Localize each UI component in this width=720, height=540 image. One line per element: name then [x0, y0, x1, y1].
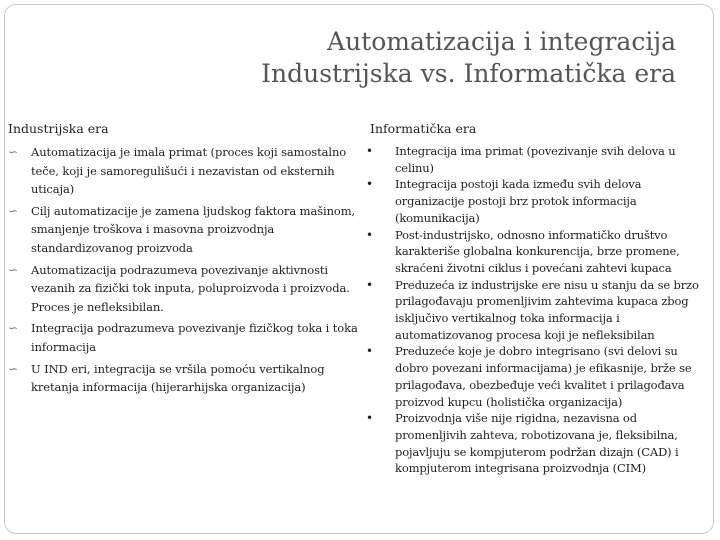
title-line-1: Automatizacija i integracija	[327, 27, 676, 56]
list-item-text: Post-industrijsko, odnosno informatičko društvo karakteriše globalna konkurencija, brze promene, skraćeni životni ciklus i povećani zahtevi kupaca	[395, 227, 680, 275]
title-line-2: Industrijska vs. Informatička era	[261, 59, 676, 88]
bullet-dot-icon: •	[366, 344, 373, 359]
wave-bullet-icon: ∽	[8, 361, 18, 376]
list-item-text: Preduzeće koje je dobro integrisano (svi delovi su dobro povezani informacijama) je efikasnije, brže se prilagođava, obezbeđuje veći kvalitet i prilagođava proizvod kupcu (holistička organizacija)	[395, 344, 692, 409]
list-item-text: Automatizacija podrazumeva povezivanje aktivnosti vezanih za fizički tok inputa, poluproizvoda i proizvoda. Proces je nefleksibilan.	[31, 262, 350, 314]
bullet-dot-icon: •	[366, 277, 373, 292]
bullet-dot-icon: •	[366, 227, 373, 242]
list-item-text: Integracija postoji kada između svih delova organizacije postoji brz protok informacija (komunikacija)	[395, 177, 642, 225]
bullet-dot-icon: •	[366, 177, 373, 192]
information-era-list	[360, 143, 712, 477]
list-item	[360, 410, 712, 477]
list-item	[360, 143, 712, 176]
list-item-text: Preduzeća iz industrijske ere nisu u stanju da se brzo prilagođavaju promenljivim zahtevima kupaca zbog isključivo vertikalnog toka informacija i automatizovanog procesa koji je nefleksibilan	[395, 277, 699, 342]
list-item-text: Cilj automatizacije je zamena ljudskog faktora mašinom, smanjenje troškova i masovna proizvodnja standardizovanog proizvoda	[31, 203, 356, 255]
bullet-dot-icon: •	[366, 411, 373, 426]
slide-title	[116, 26, 676, 90]
list-item	[8, 143, 364, 199]
wave-bullet-icon: ∽	[8, 145, 18, 159]
list-item	[8, 202, 364, 258]
list-item-text: U IND eri, integracija se vršila pomoću vertikalnog kretanja informacija (hijerarhijska organizacija)	[31, 361, 325, 395]
list-item-text: Integracija podrazumeva povezivanje fizičkog toka i toka informacija	[31, 321, 358, 354]
list-item	[360, 176, 712, 226]
wave-bullet-icon: ∽	[8, 262, 18, 277]
list-item	[360, 343, 712, 410]
list-item-text: Proizvodnja više nije rigidna, nezavisna od promenljivih zahteva, robotizovana je, fleksibilna, pojavljuju se kompjuterom podržan dizajn (CAD) i kompjuterom integrisana proizvodnja (CIM)	[395, 411, 679, 476]
list-item	[8, 261, 364, 317]
industrial-era-list	[8, 143, 364, 400]
list-item	[360, 227, 712, 277]
right-column-heading: Informatička era	[370, 121, 477, 136]
wave-bullet-icon: ∽	[8, 203, 18, 218]
list-item	[8, 360, 364, 397]
list-item-text: Integracija ima primat (povezivanje svih delova u celinu)	[395, 144, 676, 175]
wave-bullet-icon: ∽	[8, 321, 18, 336]
bullet-dot-icon: •	[366, 144, 373, 158]
list-item-text: Automatizacija je imala primat (proces koji samostalno teče, koji je samoregulišući i nezavistan od eksternih uticaja)	[31, 145, 347, 197]
list-item	[8, 319, 364, 356]
list-item	[360, 277, 712, 344]
left-column-heading: Industrijska era	[8, 121, 109, 136]
